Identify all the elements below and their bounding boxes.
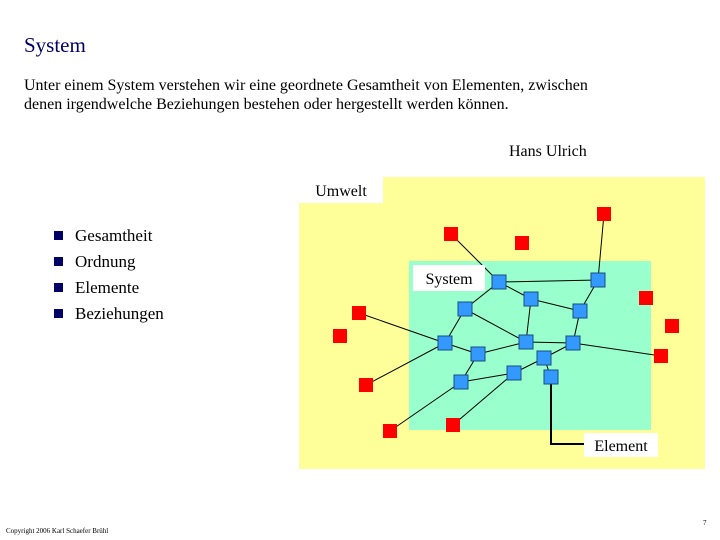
bullet-label: Beziehungen	[75, 304, 164, 323]
environment-element-node	[639, 291, 653, 305]
system-element-node	[537, 351, 551, 365]
system-label: System	[425, 271, 473, 288]
system-element-node	[519, 335, 533, 349]
definition-text: Unter einem System verstehen wir eine geordnete Gesamtheit von Elementen, zwischen denen irgendwelche Beziehungen bestehen oder hergestellt werden können.	[24, 77, 588, 113]
environment-label: Umwelt	[315, 183, 367, 200]
copyright-text: Copyright 2006 Karl Schaefer Brühl	[6, 527, 109, 535]
system-element-node	[471, 347, 485, 361]
bullet-label: Elemente	[75, 278, 140, 297]
system-element-node	[566, 336, 580, 350]
environment-element-node	[333, 329, 347, 343]
environment-element-node	[383, 424, 397, 438]
environment-element-node	[352, 306, 366, 320]
system-element-node	[573, 304, 587, 318]
environment-element-node	[446, 418, 460, 432]
system-element-node	[524, 292, 538, 306]
quote-author: Hans Ulrich	[509, 143, 587, 160]
environment-element-node	[444, 227, 458, 241]
slide-title: System	[24, 33, 86, 57]
system-element-node	[507, 366, 521, 380]
bullet-label: Ordnung	[75, 252, 136, 271]
environment-element-node	[359, 378, 373, 392]
bullet-label: Gesamtheit	[75, 226, 153, 245]
system-element-node	[438, 336, 452, 350]
system-element-node	[591, 273, 605, 287]
system-element-node	[544, 370, 558, 384]
system-element-node	[458, 302, 472, 316]
element-label: Element	[594, 438, 648, 455]
environment-element-node	[515, 236, 529, 250]
page-number: 7	[703, 519, 707, 527]
environment-element-node	[654, 349, 668, 363]
system-element-node	[492, 275, 506, 289]
environment-element-node	[665, 319, 679, 333]
system-element-node	[454, 375, 468, 389]
environment-element-node	[597, 207, 611, 221]
